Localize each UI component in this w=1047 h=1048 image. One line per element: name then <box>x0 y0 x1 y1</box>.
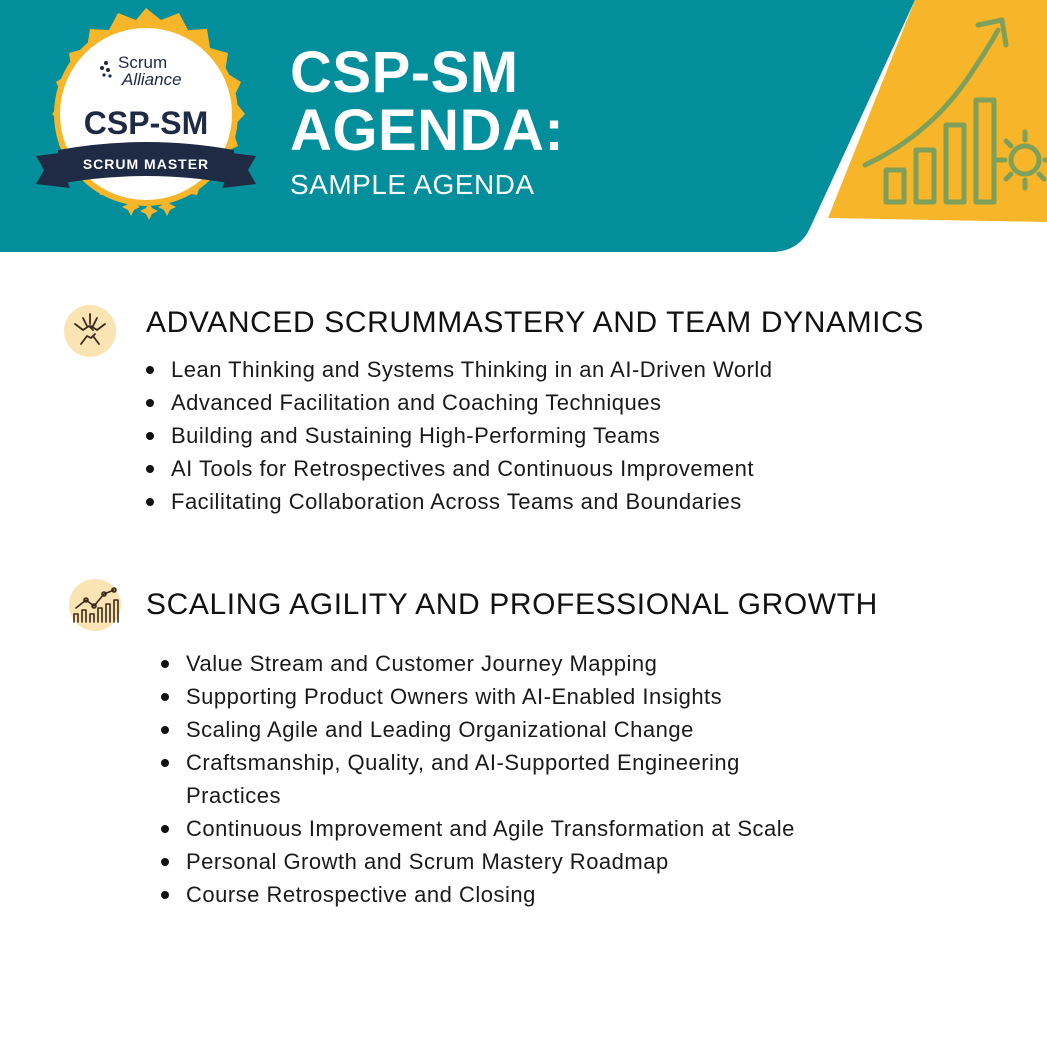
list-item: Facilitating Collaboration Across Teams and Boundaries <box>146 485 1006 518</box>
badge-brand-line2: Alliance <box>122 70 182 89</box>
badge-cert-label: CSP-SM <box>83 105 209 141</box>
list-item: Personal Growth and Scrum Mastery Roadmap <box>161 845 821 878</box>
team-hands-icon <box>63 304 117 358</box>
agenda-list <box>161 647 821 911</box>
agenda-section-scaling-growth <box>0 578 1047 938</box>
section-title: ADVANCED SCRUMMASTERY AND TEAM DYNAMICS <box>146 306 924 339</box>
growth-chart-gear-icon <box>820 0 1047 230</box>
list-item: Scaling Agile and Leading Organizational Change <box>161 713 821 746</box>
page-title-line1: CSP-SM <box>290 40 519 105</box>
badge-ribbon-label: SCRUM MASTER <box>82 156 210 172</box>
list-item: AI Tools for Retrospectives and Continuous Improvement <box>146 452 1006 485</box>
certification-badge-icon <box>22 6 270 250</box>
list-item: Craftsmanship, Quality, and AI-Supported Engineering Practices <box>161 746 821 812</box>
agenda-section-team-dynamics <box>0 300 1047 540</box>
list-item: Course Retrospective and Closing <box>161 878 821 911</box>
list-item: Value Stream and Customer Journey Mapping <box>161 647 821 680</box>
section-title: SCALING AGILITY AND PROFESSIONAL GROWTH <box>146 588 878 621</box>
page-title-line2: AGENDA: <box>290 98 565 163</box>
growth-chart-icon <box>68 578 122 632</box>
list-item: Continuous Improvement and Agile Transformation at Scale <box>161 812 821 845</box>
list-item: Building and Sustaining High-Performing Teams <box>146 419 1006 452</box>
badge-brand-line1: Scrum <box>118 53 168 72</box>
list-item: Advanced Facilitation and Coaching Techniques <box>146 386 1006 419</box>
header-title-block <box>290 40 565 202</box>
list-item: Lean Thinking and Systems Thinking in an AI-Driven World <box>146 353 1006 386</box>
list-item: Supporting Product Owners with AI-Enabled Insights <box>161 680 821 713</box>
agenda-list <box>146 353 1006 518</box>
page-subtitle: SAMPLE AGENDA <box>290 169 535 200</box>
